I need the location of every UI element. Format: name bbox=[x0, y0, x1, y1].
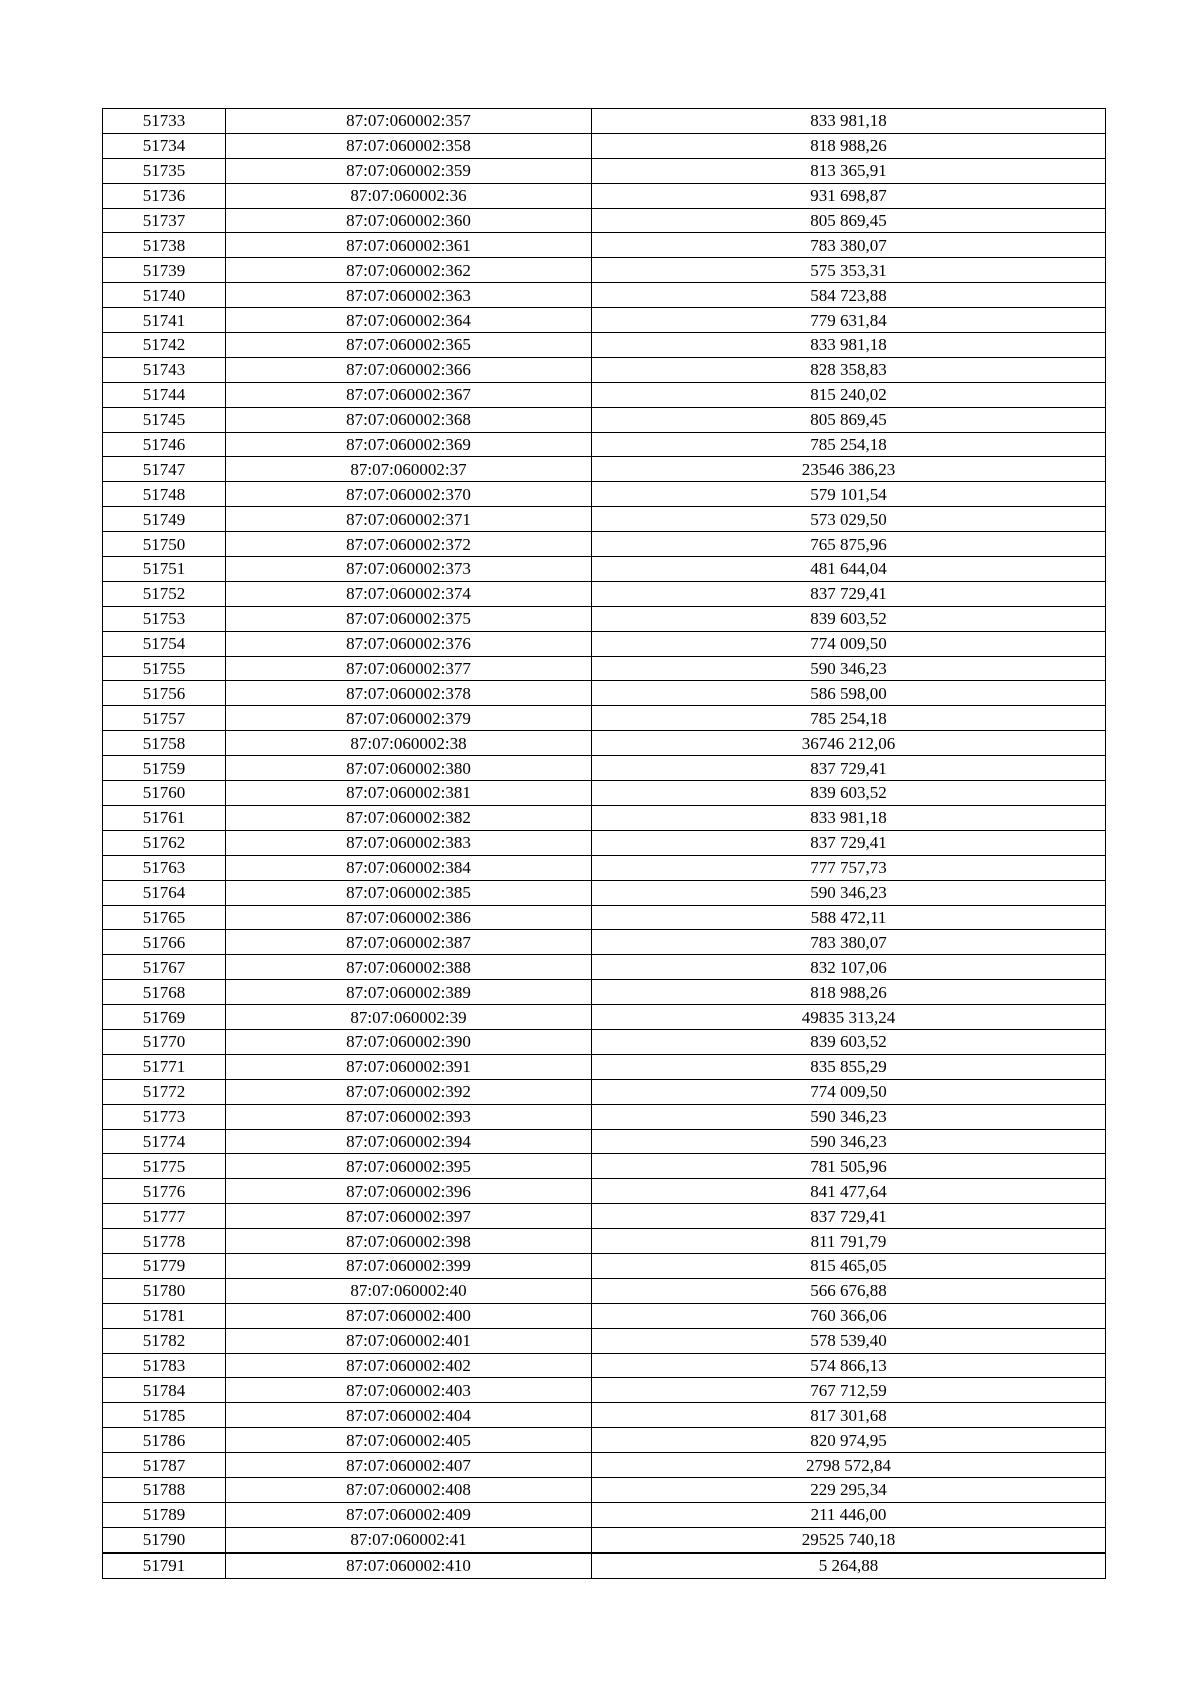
cadastral-value-cell: 833 981,18 bbox=[592, 805, 1106, 830]
table-row bbox=[103, 1029, 1106, 1054]
cadastral-value-cell: 839 603,52 bbox=[592, 1029, 1106, 1054]
row-number-cell: 51733 bbox=[103, 109, 226, 134]
cadastral-value-cell: 833 981,18 bbox=[592, 333, 1106, 358]
cadastral-value-cell: 29525 740,18 bbox=[592, 1527, 1106, 1552]
cadastral-number-cell: 87:07:060002:397 bbox=[226, 1204, 592, 1229]
table-row bbox=[103, 432, 1106, 457]
row-number-cell: 51779 bbox=[103, 1253, 226, 1278]
cadastral-value-table bbox=[102, 108, 1106, 1579]
cadastral-value-cell: 566 676,88 bbox=[592, 1278, 1106, 1303]
cadastral-value-cell: 815 240,02 bbox=[592, 382, 1106, 407]
cadastral-value-cell: 573 029,50 bbox=[592, 507, 1106, 532]
row-number-cell: 51775 bbox=[103, 1154, 226, 1179]
table-row bbox=[103, 731, 1106, 756]
table-row bbox=[103, 1154, 1106, 1179]
table-row bbox=[103, 805, 1106, 830]
table-row bbox=[103, 1079, 1106, 1104]
cadastral-value-cell: 765 875,96 bbox=[592, 532, 1106, 557]
cadastral-number-cell: 87:07:060002:382 bbox=[226, 805, 592, 830]
cadastral-value-cell: 211 446,00 bbox=[592, 1502, 1106, 1527]
cadastral-number-cell: 87:07:060002:358 bbox=[226, 133, 592, 158]
cadastral-number-cell: 87:07:060002:401 bbox=[226, 1328, 592, 1353]
row-number-cell: 51772 bbox=[103, 1079, 226, 1104]
cadastral-number-cell: 87:07:060002:376 bbox=[226, 631, 592, 656]
cadastral-value-cell: 805 869,45 bbox=[592, 407, 1106, 432]
cadastral-number-cell: 87:07:060002:364 bbox=[226, 308, 592, 333]
cadastral-number-cell: 87:07:060002:408 bbox=[226, 1477, 592, 1502]
cadastral-number-cell: 87:07:060002:374 bbox=[226, 581, 592, 606]
row-number-cell: 51769 bbox=[103, 1005, 226, 1030]
cadastral-value-cell: 841 477,64 bbox=[592, 1179, 1106, 1204]
cadastral-value-cell: 590 346,23 bbox=[592, 1129, 1106, 1154]
cadastral-number-cell: 87:07:060002:387 bbox=[226, 930, 592, 955]
cadastral-number-cell: 87:07:060002:369 bbox=[226, 432, 592, 457]
row-number-cell: 51784 bbox=[103, 1378, 226, 1403]
cadastral-value-cell: 49835 313,24 bbox=[592, 1005, 1106, 1030]
table-row bbox=[103, 1229, 1106, 1254]
table-row bbox=[103, 357, 1106, 382]
cadastral-number-cell: 87:07:060002:409 bbox=[226, 1502, 592, 1527]
row-number-cell: 51754 bbox=[103, 631, 226, 656]
row-number-cell: 51791 bbox=[103, 1553, 226, 1578]
table-row bbox=[103, 581, 1106, 606]
table-row bbox=[103, 1378, 1106, 1403]
row-number-cell: 51770 bbox=[103, 1029, 226, 1054]
table-row bbox=[103, 1179, 1106, 1204]
cadastral-value-cell: 817 301,68 bbox=[592, 1403, 1106, 1428]
cadastral-value-cell: 579 101,54 bbox=[592, 482, 1106, 507]
cadastral-value-cell: 36746 212,06 bbox=[592, 731, 1106, 756]
cadastral-value-cell: 767 712,59 bbox=[592, 1378, 1106, 1403]
row-number-cell: 51749 bbox=[103, 507, 226, 532]
table-row bbox=[103, 1278, 1106, 1303]
cadastral-value-cell: 575 353,31 bbox=[592, 258, 1106, 283]
table-row bbox=[103, 208, 1106, 233]
cadastral-number-cell: 87:07:060002:39 bbox=[226, 1005, 592, 1030]
cadastral-value-cell: 833 981,18 bbox=[592, 109, 1106, 134]
cadastral-value-cell: 837 729,41 bbox=[592, 756, 1106, 781]
cadastral-number-cell: 87:07:060002:36 bbox=[226, 183, 592, 208]
table-row bbox=[103, 1553, 1106, 1578]
row-number-cell: 51782 bbox=[103, 1328, 226, 1353]
row-number-cell: 51755 bbox=[103, 656, 226, 681]
table-row bbox=[103, 930, 1106, 955]
row-number-cell: 51774 bbox=[103, 1129, 226, 1154]
table-row bbox=[103, 382, 1106, 407]
cadastral-number-cell: 87:07:060002:359 bbox=[226, 158, 592, 183]
cadastral-value-cell: 818 988,26 bbox=[592, 980, 1106, 1005]
cadastral-value-cell: 931 698,87 bbox=[592, 183, 1106, 208]
cadastral-number-cell: 87:07:060002:383 bbox=[226, 830, 592, 855]
row-number-cell: 51756 bbox=[103, 681, 226, 706]
cadastral-number-cell: 87:07:060002:402 bbox=[226, 1353, 592, 1378]
row-number-cell: 51750 bbox=[103, 532, 226, 557]
row-number-cell: 51744 bbox=[103, 382, 226, 407]
table-row bbox=[103, 457, 1106, 482]
cadastral-value-cell: 5 264,88 bbox=[592, 1553, 1106, 1578]
row-number-cell: 51771 bbox=[103, 1054, 226, 1079]
table-row bbox=[103, 1054, 1106, 1079]
row-number-cell: 51790 bbox=[103, 1527, 226, 1552]
cadastral-value-cell: 779 631,84 bbox=[592, 308, 1106, 333]
cadastral-number-cell: 87:07:060002:365 bbox=[226, 333, 592, 358]
cadastral-value-cell: 837 729,41 bbox=[592, 1204, 1106, 1229]
row-number-cell: 51734 bbox=[103, 133, 226, 158]
table-row bbox=[103, 1204, 1106, 1229]
row-number-cell: 51765 bbox=[103, 905, 226, 930]
cadastral-number-cell: 87:07:060002:407 bbox=[226, 1453, 592, 1478]
row-number-cell: 51751 bbox=[103, 557, 226, 582]
table-row bbox=[103, 1428, 1106, 1453]
row-number-cell: 51741 bbox=[103, 308, 226, 333]
row-number-cell: 51745 bbox=[103, 407, 226, 432]
cadastral-value-cell: 578 539,40 bbox=[592, 1328, 1106, 1353]
table-row bbox=[103, 557, 1106, 582]
table-row bbox=[103, 308, 1106, 333]
table-row bbox=[103, 507, 1106, 532]
table-body bbox=[103, 109, 1106, 1579]
cadastral-value-cell: 760 366,06 bbox=[592, 1303, 1106, 1328]
cadastral-value-cell: 574 866,13 bbox=[592, 1353, 1106, 1378]
row-number-cell: 51735 bbox=[103, 158, 226, 183]
cadastral-value-cell: 586 598,00 bbox=[592, 681, 1106, 706]
cadastral-number-cell: 87:07:060002:410 bbox=[226, 1553, 592, 1578]
cadastral-number-cell: 87:07:060002:396 bbox=[226, 1179, 592, 1204]
row-number-cell: 51767 bbox=[103, 955, 226, 980]
cadastral-number-cell: 87:07:060002:372 bbox=[226, 532, 592, 557]
row-number-cell: 51748 bbox=[103, 482, 226, 507]
row-number-cell: 51787 bbox=[103, 1453, 226, 1478]
table-row bbox=[103, 631, 1106, 656]
cadastral-number-cell: 87:07:060002:40 bbox=[226, 1278, 592, 1303]
cadastral-value-cell: 781 505,96 bbox=[592, 1154, 1106, 1179]
cadastral-number-cell: 87:07:060002:357 bbox=[226, 109, 592, 134]
table-row bbox=[103, 258, 1106, 283]
row-number-cell: 51783 bbox=[103, 1353, 226, 1378]
cadastral-number-cell: 87:07:060002:360 bbox=[226, 208, 592, 233]
cadastral-number-cell: 87:07:060002:38 bbox=[226, 731, 592, 756]
cadastral-number-cell: 87:07:060002:366 bbox=[226, 357, 592, 382]
cadastral-value-cell: 837 729,41 bbox=[592, 581, 1106, 606]
row-number-cell: 51740 bbox=[103, 283, 226, 308]
table-row bbox=[103, 955, 1106, 980]
table-row bbox=[103, 756, 1106, 781]
row-number-cell: 51773 bbox=[103, 1104, 226, 1129]
table-row bbox=[103, 656, 1106, 681]
table-row bbox=[103, 781, 1106, 806]
cadastral-value-cell: 2798 572,84 bbox=[592, 1453, 1106, 1478]
cadastral-number-cell: 87:07:060002:363 bbox=[226, 283, 592, 308]
table-row bbox=[103, 905, 1106, 930]
row-number-cell: 51753 bbox=[103, 606, 226, 631]
cadastral-number-cell: 87:07:060002:362 bbox=[226, 258, 592, 283]
cadastral-value-cell: 590 346,23 bbox=[592, 1104, 1106, 1129]
cadastral-value-cell: 777 757,73 bbox=[592, 855, 1106, 880]
table-row bbox=[103, 532, 1106, 557]
cadastral-value-cell: 584 723,88 bbox=[592, 283, 1106, 308]
table-row bbox=[103, 1129, 1106, 1154]
cadastral-number-cell: 87:07:060002:388 bbox=[226, 955, 592, 980]
row-number-cell: 51781 bbox=[103, 1303, 226, 1328]
cadastral-value-cell: 785 254,18 bbox=[592, 706, 1106, 731]
table-row bbox=[103, 830, 1106, 855]
row-number-cell: 51737 bbox=[103, 208, 226, 233]
row-number-cell: 51760 bbox=[103, 781, 226, 806]
cadastral-value-cell: 839 603,52 bbox=[592, 781, 1106, 806]
cadastral-number-cell: 87:07:060002:384 bbox=[226, 855, 592, 880]
row-number-cell: 51789 bbox=[103, 1502, 226, 1527]
row-number-cell: 51788 bbox=[103, 1477, 226, 1502]
row-number-cell: 51776 bbox=[103, 1179, 226, 1204]
table-row bbox=[103, 1353, 1106, 1378]
cadastral-value-cell: 774 009,50 bbox=[592, 631, 1106, 656]
cadastral-number-cell: 87:07:060002:371 bbox=[226, 507, 592, 532]
row-number-cell: 51777 bbox=[103, 1204, 226, 1229]
cadastral-number-cell: 87:07:060002:37 bbox=[226, 457, 592, 482]
cadastral-value-cell: 23546 386,23 bbox=[592, 457, 1106, 482]
table-row bbox=[103, 1328, 1106, 1353]
table-row bbox=[103, 1104, 1106, 1129]
cadastral-value-cell: 588 472,11 bbox=[592, 905, 1106, 930]
cadastral-number-cell: 87:07:060002:400 bbox=[226, 1303, 592, 1328]
table-row bbox=[103, 681, 1106, 706]
row-number-cell: 51764 bbox=[103, 880, 226, 905]
row-number-cell: 51736 bbox=[103, 183, 226, 208]
row-number-cell: 51746 bbox=[103, 432, 226, 457]
cadastral-value-cell: 835 855,29 bbox=[592, 1054, 1106, 1079]
cadastral-number-cell: 87:07:060002:381 bbox=[226, 781, 592, 806]
row-number-cell: 51743 bbox=[103, 357, 226, 382]
row-number-cell: 51762 bbox=[103, 830, 226, 855]
table-row bbox=[103, 855, 1106, 880]
row-number-cell: 51758 bbox=[103, 731, 226, 756]
cadastral-number-cell: 87:07:060002:41 bbox=[226, 1527, 592, 1552]
table-row bbox=[103, 606, 1106, 631]
row-number-cell: 51757 bbox=[103, 706, 226, 731]
table-row bbox=[103, 407, 1106, 432]
cadastral-number-cell: 87:07:060002:392 bbox=[226, 1079, 592, 1104]
row-number-cell: 51785 bbox=[103, 1403, 226, 1428]
row-number-cell: 51742 bbox=[103, 333, 226, 358]
table-row bbox=[103, 1005, 1106, 1030]
cadastral-number-cell: 87:07:060002:370 bbox=[226, 482, 592, 507]
cadastral-number-cell: 87:07:060002:393 bbox=[226, 1104, 592, 1129]
table-row bbox=[103, 109, 1106, 134]
cadastral-value-cell: 785 254,18 bbox=[592, 432, 1106, 457]
cadastral-number-cell: 87:07:060002:394 bbox=[226, 1129, 592, 1154]
table-row bbox=[103, 233, 1106, 258]
cadastral-value-cell: 839 603,52 bbox=[592, 606, 1106, 631]
row-number-cell: 51739 bbox=[103, 258, 226, 283]
table-row bbox=[103, 482, 1106, 507]
row-number-cell: 51763 bbox=[103, 855, 226, 880]
cadastral-number-cell: 87:07:060002:379 bbox=[226, 706, 592, 731]
cadastral-number-cell: 87:07:060002:398 bbox=[226, 1229, 592, 1254]
table-row bbox=[103, 283, 1106, 308]
table-row bbox=[103, 133, 1106, 158]
cadastral-number-cell: 87:07:060002:367 bbox=[226, 382, 592, 407]
table-row bbox=[103, 1477, 1106, 1502]
row-number-cell: 51780 bbox=[103, 1278, 226, 1303]
cadastral-value-cell: 811 791,79 bbox=[592, 1229, 1106, 1254]
table-row bbox=[103, 158, 1106, 183]
cadastral-number-cell: 87:07:060002:368 bbox=[226, 407, 592, 432]
row-number-cell: 51778 bbox=[103, 1229, 226, 1254]
table-row bbox=[103, 1527, 1106, 1552]
cadastral-value-cell: 774 009,50 bbox=[592, 1079, 1106, 1104]
cadastral-number-cell: 87:07:060002:375 bbox=[226, 606, 592, 631]
cadastral-number-cell: 87:07:060002:395 bbox=[226, 1154, 592, 1179]
cadastral-value-cell: 805 869,45 bbox=[592, 208, 1106, 233]
table-row bbox=[103, 1502, 1106, 1527]
cadastral-number-cell: 87:07:060002:385 bbox=[226, 880, 592, 905]
table-row bbox=[103, 1453, 1106, 1478]
cadastral-value-cell: 783 380,07 bbox=[592, 233, 1106, 258]
cadastral-value-cell: 815 465,05 bbox=[592, 1253, 1106, 1278]
table-row bbox=[103, 1403, 1106, 1428]
table-row bbox=[103, 706, 1106, 731]
cadastral-number-cell: 87:07:060002:405 bbox=[226, 1428, 592, 1453]
cadastral-value-cell: 820 974,95 bbox=[592, 1428, 1106, 1453]
cadastral-number-cell: 87:07:060002:361 bbox=[226, 233, 592, 258]
cadastral-number-cell: 87:07:060002:403 bbox=[226, 1378, 592, 1403]
cadastral-value-cell: 590 346,23 bbox=[592, 656, 1106, 681]
cadastral-value-cell: 818 988,26 bbox=[592, 133, 1106, 158]
table-row bbox=[103, 183, 1106, 208]
cadastral-number-cell: 87:07:060002:404 bbox=[226, 1403, 592, 1428]
cadastral-number-cell: 87:07:060002:390 bbox=[226, 1029, 592, 1054]
table-row bbox=[103, 1253, 1106, 1278]
table-row bbox=[103, 1303, 1106, 1328]
cadastral-value-cell: 828 358,83 bbox=[592, 357, 1106, 382]
cadastral-number-cell: 87:07:060002:373 bbox=[226, 557, 592, 582]
cadastral-number-cell: 87:07:060002:391 bbox=[226, 1054, 592, 1079]
row-number-cell: 51759 bbox=[103, 756, 226, 781]
row-number-cell: 51752 bbox=[103, 581, 226, 606]
row-number-cell: 51766 bbox=[103, 930, 226, 955]
cadastral-number-cell: 87:07:060002:386 bbox=[226, 905, 592, 930]
table-row bbox=[103, 333, 1106, 358]
cadastral-value-cell: 481 644,04 bbox=[592, 557, 1106, 582]
cadastral-number-cell: 87:07:060002:389 bbox=[226, 980, 592, 1005]
cadastral-number-cell: 87:07:060002:377 bbox=[226, 656, 592, 681]
row-number-cell: 51738 bbox=[103, 233, 226, 258]
cadastral-value-cell: 229 295,34 bbox=[592, 1477, 1106, 1502]
cadastral-value-cell: 813 365,91 bbox=[592, 158, 1106, 183]
row-number-cell: 51761 bbox=[103, 805, 226, 830]
cadastral-value-cell: 832 107,06 bbox=[592, 955, 1106, 980]
cadastral-number-cell: 87:07:060002:378 bbox=[226, 681, 592, 706]
row-number-cell: 51768 bbox=[103, 980, 226, 1005]
table-row bbox=[103, 980, 1106, 1005]
row-number-cell: 51747 bbox=[103, 457, 226, 482]
cadastral-value-cell: 783 380,07 bbox=[592, 930, 1106, 955]
cadastral-value-cell: 837 729,41 bbox=[592, 830, 1106, 855]
cadastral-number-cell: 87:07:060002:399 bbox=[226, 1253, 592, 1278]
table-row bbox=[103, 880, 1106, 905]
cadastral-value-cell: 590 346,23 bbox=[592, 880, 1106, 905]
row-number-cell: 51786 bbox=[103, 1428, 226, 1453]
cadastral-number-cell: 87:07:060002:380 bbox=[226, 756, 592, 781]
